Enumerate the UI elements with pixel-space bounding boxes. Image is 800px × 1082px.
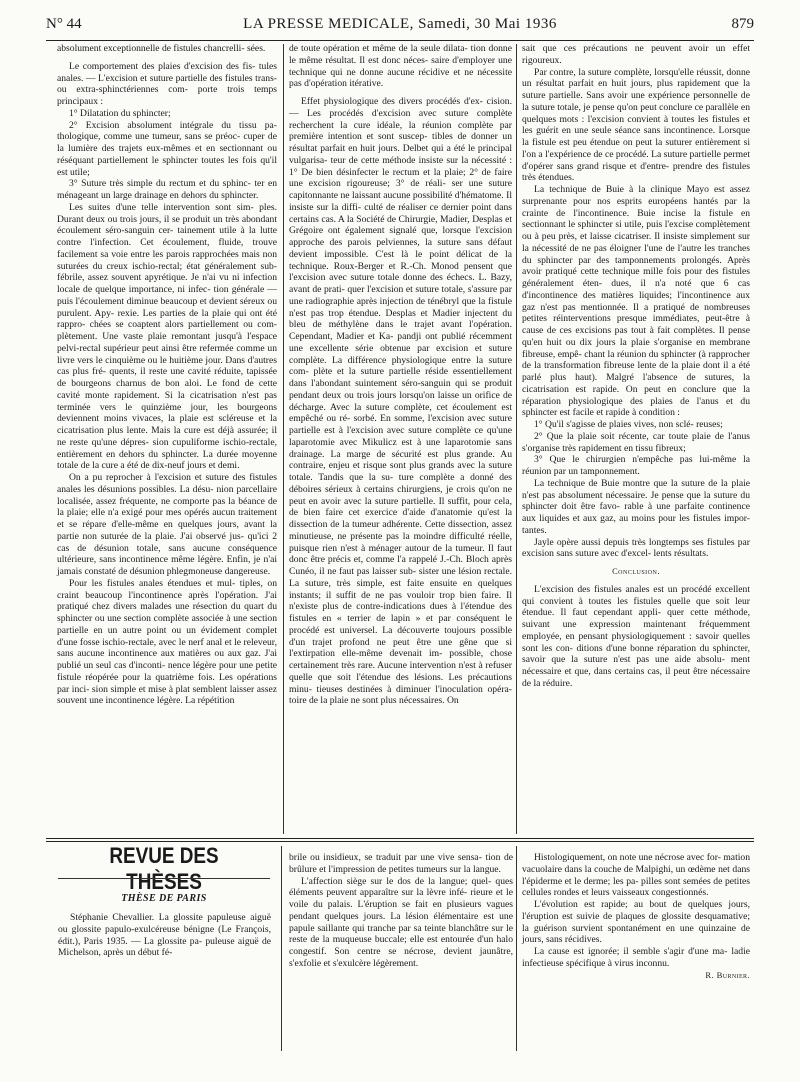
- column-divider: [516, 44, 517, 834]
- revue-title: REVUE DES THÈSES: [109, 843, 219, 894]
- paragraph: de toute opération et même de la seule dilata- tion donne le même résultat. Il est donc néces- saire d'employer une technique qui ne donne aucune récidive et ne nécessite pas d'opération itérative.: [289, 43, 512, 90]
- paragraph: sait que ces précautions ne peuvent avoir un effet rigoureux.: [522, 43, 750, 66]
- column-divider: [516, 846, 517, 1051]
- author-signature: R. Burnier.: [705, 969, 750, 980]
- list-item: 2° Excision absolument intégrale du tissu pa- thologique, comme une tumeur, sans se préoc- cuper de la lumière des trajets eux-mêmes et en sectionnant ou réséquant partiellement le sphincter toutes les fois qu'il est utile;: [57, 119, 277, 178]
- paragraph: Les suites d'une telle intervention sont sim- ples. Durant deux ou trois jours, il se produit un très abondant écoulement séro-sanguin cer- tainement utile à la lutte contre l'infection. Cet écoulement, fluide, trouve facilement sa voie entre les parois rapprochées mais non suturées du creux ischio-rectal; état généralement sub- fébrile, assez souvent apyrétique. Je n'ai vu ni infection locale de quelque importance, ni infec- tion générale — puis l'écoulement diminue beaucoup et devient séreux ou purulent. Apy- rexie. Les parties de la plaie qui ont été rappro- chées se coaptent alors partiellement ou com- plètement. Une vaste plaie remontant jusqu'à l'espace pelvi-rectal supérieur peut ainsi être refermée comme un livre vers le cinquième ou le huitième jour. Dans d'autres cas plus fré- quents, il reste une cavité réduite, tapissée de bourgeons charnus de bon aloi. Le fond de cette cavité monte rapidement. Si la cicatrisation n'est pas terminée vers le quinzième jour, les bourgeons deviennent moins vivaces, la plaie est scléreuse et la cicatrisation plus lente. Mais la cure est déjà assurée; il ne reste qu'une dépres- sion cupuliforme ischio-rectale, entièrement en dehors du sphincter. La durée moyenne totale de la cure a été de dix-neuf jours et demi.: [57, 201, 277, 472]
- paragraph: Jayle opère aussi depuis très longtemps ses fistules par excision sans suture avec d'excel- lents résultats.: [522, 536, 750, 560]
- page-number: 879: [731, 16, 754, 32]
- paragraph: L'évolution est rapide; au bout de quelques jours, l'éruption est suivie de plaques de glossite desquamative; la guérison survient spontanément en une quinzaine de jours, sans récidives.: [522, 899, 750, 946]
- revue-title-rule: [58, 878, 270, 879]
- conclusion-paragraph: L'excision des fistules anales est un procédé excellent qui convient à toutes les fistules quelle que soit leur étendue. Il faut cependant appli- quer cette méthode, suivant une expression maintenant fréquemment employée, en pensant physiologiquement : savoir quelles sont les con- ditions d'une bonne réparation du sphincter, savoir que la suture n'est pas une aide absolu- ment nécessaire et que, dans certains cas, il peut être nécessaire de la réduire.: [522, 583, 750, 689]
- revue-column-1: [58, 912, 271, 959]
- header-rule: [46, 40, 754, 41]
- paragraph: La cause est ignorée; il semble s'agir d'une ma- ladie infectieuse spécifique à virus inconnu.: [522, 946, 750, 969]
- paragraph: La technique de Buie à la clinique Mayo est assez surprenante pour nos esprits européens hantés par la crainte de l'incontinence. Buie incise la fistule en sectionnant le sphincter si utile, puis l'excise complètement ou à peu près, et laisse cicatriser. Il insiste simplement sur la nécessité de ne pas éloigner l'une de l'autre les tranches du sphincter par des tamponnements prolongés. Après avoir pratiqué cette technique mille fois pour des fistules généralement éten- dues, il n'a noté que 6 cas d'incontinence des matières liquides; l'incontinence aux gaz n'est pas mentionnée. Il a pratiqué de nombreuses petites réinterventions presque immédiates, peut-être à cause de ces excisions pas tout à fait complètes. Il pense qu'en huit ou dix jours la plaie s'organise en membrane fibreuse, empê- chant la réunion du sphincter (à rapprocher de la transformation fibreuse lente de la plaie dont il a été parlé plus haut). Malgré l'absence de sutures, la cicatrisation est rapide. On peut en conclure que la réparation physiologique des plaies de l'anus et du sphincter est facile et rapide à condition :: [522, 184, 750, 419]
- revue-column-3: [522, 852, 750, 981]
- list-item: 2° Que la plaie soit récente, car toute plaie de l'anus s'organise très rapidement en tissu fibreux;: [522, 430, 750, 454]
- journal-title: LA PRESSE MEDICALE, Samedi, 30 Mai 1936: [243, 16, 557, 32]
- conclusion-heading: Conclusion.: [612, 567, 660, 576]
- column-divider: [281, 846, 282, 1051]
- paragraph: On a pu reprocher à l'excision et suture des fistules anales les désunions possibles. La désu- nion parcellaire localisée, assez fréquente, ne comporte pas la béance de la plaie; elle n'a exigé pour mes opérés aucun traitement et se répare d'elle-même en quelques jours, avant la partie non suturée de la plaie. J'ai observé jus- qu'ici 2 cas de désunion totale, sans aucune conséquence ultérieure, sans incontinence même légère. Enfin, je n'ai jamais constaté de désunion phlegmoneuse dangereuse.: [57, 472, 277, 577]
- section-paragraph: Effet physiologique des divers procédés d'ex- cision. — Les procédés d'excision avec suture complète recherchent la cure idéale, la réunion complète par première intention et sont suscep- tibles de donner un résultat parfait en huit jours. Delbet qui a été le principal vulgarisa- teur de cette méthode insiste sur la nécessité : 1° De bien désinfecter le rectum et la plaie; 2° de faire une excision rigoureuse; 3° de réali- ser une suture capitonnante ne laissant aucune possibilité d'hématome. Il insiste sur la diffi- culté de réaliser ce dernier point dans certains cas. A la Société de Chirurgie, Madier, Desplas et Grégoire ont également signalé que, lorsque l'excision approche des parois pelviennes, la suture sans défaut devient impossible. C'est là le point délicat de la technique. Roux-Berger et R.-Ch. Monod pensent que l'excision avec suture totale donne des échecs. L. Bazy, avant de prati- quer l'excision et suture totale, s'assure par une radiographie après injection de ténébryl que la fistule n'est pas trop étendue. Desplas et Madier injectent du bleu de méthylène dans le trajet avant l'opération. Cependant, Madier et Ka- pandji ont publié récemment une excellente série obtenue par excision et suture complète. La différence physiologique entre la suture com- plète et la suture partielle réside essentiellement dans l'abondant suintement séro-sanguin qui se produit pendant deux ou trois jours lorsqu'on laisse un orifice de décharge. Avec la suture complète, cet écoulement est empêché ou ré- sorbé. En somme, l'excision avec suture partielle est à l'excision avec suture complète ce qu'une laparotomie avec Mikulicz est à une laparotomie sans drainage. La marge de sécurité est plus grande. Au contraire, enjeu et risque sont plus grands avec la suture totale. Tandis que la su- ture complète a donné des déboires sérieux à certains chirurgiens, je crois qu'on ne peut en avoir avec la suture partielle. Il suffit, pour cela, de bien faire cet exercice d'aide d'anatomie qu'est la dissection de la tumeur adhérente. Cette dissection, assez minutieuse, ne présente pas la moindre difficulté réelle, puisque rien n'est à ménager autour de la tumeur. Il faut donc être précis et, comme l'a rappelé J.-Ch. Bloch après Cunéo, il ne faut pas laisser sub- sister une lésion rectale. La suture, très simple, est faite ensuite en quelques instants; il suffit de ne pas vouloir trop bien faire. Il n'existe plus de contre-indications dues à l'étendue des fistules en « terrier de lapin » et par conséquent le procédé est universel. La découverte toujours possible d'un trajet profond ne peut être une gêne que si l'extirpation elle-même devenait im- possible, chose certainement très rare. Aucune intervention n'est à refuser quelle que soit l'étendue des lésions. Les précautions minu- tieuses destinées à diminuer l'inoculation opéra- toire de la plaie ne sont plus nécessaires. On: [289, 96, 512, 707]
- list-item: 1° Dilatation du sphincter;: [69, 107, 171, 119]
- revue-subtitle: THÈSE DE PARIS: [121, 893, 207, 904]
- paragraph: Par contre, la suture complète, lorsqu'elle réussit, donne un résultat parfait en huit jours, plus rapidement que la suture partielle. Sans avoir une expérience personnelle de la suture totale, je pense qu'on peut conclure ce parallèle en quelques mots : l'excision convient à toutes les fistules et les guérit en une seule séance sans incontinence. Lorsque la fistule est peu étendue on peut la suturer entièrement si l'on a l'expérience de ce procédé. La suture partielle permet d'opérer sans grand risque et d'entre- prendre des fistules très étendues.: [522, 66, 750, 184]
- page-header: [46, 16, 754, 38]
- article-column-1: [57, 43, 277, 707]
- article-column-2: [289, 43, 512, 707]
- paragraph: brile ou insidieux, se traduit par une vive sensa- tion de brûlure et l'impression de petites tumeurs sur la langue.: [289, 852, 513, 875]
- paragraph: L'affection siège sur le dos de la langue; quel- ques éléments peuvent apparaître sur la lèvre infé- rieure et le voile du palais. L'éruption se fait en plusieurs vagues pendant quelques jours. La lésion élémentaire est une papule saillante qui tranche par sa teinte blanchâtre sur le reste de la muqueuse buccale; elle est entourée d'un halo congestif. Son centre se nécrose, devient jaunâtre, s'exfolie et s'exulcère légèrement.: [289, 875, 513, 969]
- list-item: 1° Qu'il s'agisse de plaies vives, non sclé- reuses;: [534, 419, 723, 430]
- paragraph: Histologiquement, on note une nécrose avec for- mation vacuolaire dans la couche de Malpighi, un œdème net dans l'épiderme et le derme; les pa- pilles sont semées de petites cellules rondes et leurs vaisseaux congestionnés.: [522, 852, 750, 899]
- list-item: 3° Que le chirurgien n'empêche pas lui-même la réunion par un tamponnement.: [522, 454, 750, 477]
- paragraph: Pour les fistules anales étendues et mul- tiples, on craint beaucoup l'incontinence après l'opération. J'ai pratiqué chez divers malades une résection du quart du sphincter ou une section complète associée à une section partielle en un autre point ou un évidement complet d'une fosse ischio-rectale, avec le nerf anal et le releveur, sans aucune incontinence aux matières ou aux gaz. J'ai publié un seul cas d'inconti- nence légère pour une petite fistule réopérée pour la quatrième fois. Les opérations par inci- sion simple et mise à plat semblent laisser assez souvent une incontinence légère. La répétition: [57, 577, 277, 707]
- article-column-3: [522, 43, 750, 690]
- issue-number: N° 44: [46, 16, 82, 32]
- paragraph: absolument exceptionnelle de fistules chancrelli- sées.: [57, 43, 266, 54]
- thesis-summary: Stéphanie Chevallier. La glossite papuleuse aiguë ou glossite papulo-exulcéreuse bénigne (Le François, édit.), Paris 1935. — La glossite pa- puleuse aiguë de Michelson, après un début fé-: [58, 912, 271, 959]
- section-rule: [46, 841, 754, 842]
- list-item: 3° Suture très simple du rectum et du sphinc- ter en ménageant un large drainage en dehors du sphincter.: [57, 178, 277, 201]
- revue-column-2: [289, 852, 513, 970]
- section-rule: [46, 838, 754, 839]
- paragraph: La technique de Buie montre que la suture de la plaie n'est pas absolument nécessaire. Je pense que la suture du sphincter doit être favo- rable à une parfaite continence aux liquides et aux gaz, au moins pour les fistules impor- tantes.: [522, 477, 750, 536]
- section-paragraph: Le comportement des plaies d'excision des fis- tules anales. — L'excision et suture partielle des fistules trans- ou extra-sphinctériennes com- porte trois temps principaux :: [57, 60, 277, 107]
- column-divider: [283, 44, 284, 834]
